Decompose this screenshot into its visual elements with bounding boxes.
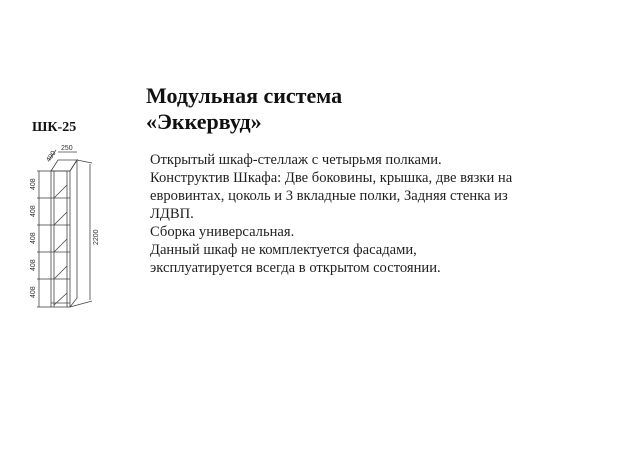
width-dimension: 250: [61, 145, 73, 152]
depth-dimension: 490: [45, 149, 58, 164]
product-description: [150, 151, 512, 277]
section-height-5: 408: [30, 286, 37, 298]
section-height-1: 408: [30, 178, 37, 190]
description-line: ЛДВП.: [150, 206, 194, 222]
description-line: Сборка универсальная.: [150, 224, 295, 240]
cabinet-drawing: [20, 140, 110, 320]
description-line: эксплуатируется всегда в открытом состоянии.: [150, 260, 441, 276]
description-line: Конструктив Шкафа: Две боковины, крышка, две вязки на: [150, 170, 513, 186]
product-code: ШК-25: [32, 120, 77, 135]
section-height-2: 408: [30, 205, 37, 217]
height-dimension: 2200: [93, 229, 100, 245]
section-height-4: 408: [30, 259, 37, 271]
page-title: [146, 83, 342, 135]
title-line-1: Модульная система: [146, 83, 343, 108]
description-line: евровинтах, цоколь и 3 вкладные полки, Задняя стенка из: [150, 188, 508, 204]
title-line-2: «Эккервуд»: [146, 109, 262, 134]
section-height-3: 408: [30, 232, 37, 244]
description-line: Открытый шкаф-стеллаж с четырьмя полками.: [150, 152, 442, 168]
description-line: Данный шкаф не комплектуется фасадами,: [150, 242, 417, 258]
